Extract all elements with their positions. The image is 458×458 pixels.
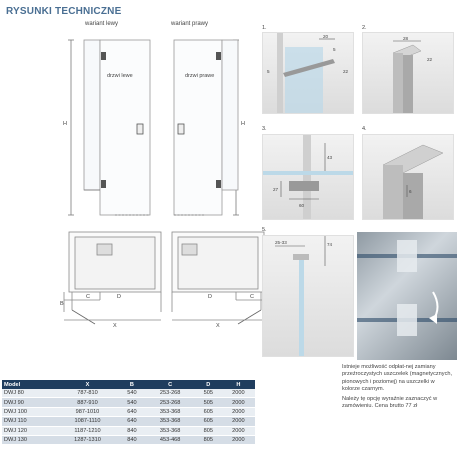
table-row xyxy=(2,435,255,444)
detail-3-a: 43 xyxy=(327,155,333,160)
detail-5 xyxy=(262,235,354,357)
cell-b: 640 xyxy=(119,417,146,426)
cell-b: 840 xyxy=(119,426,146,435)
header-x: X xyxy=(56,380,118,389)
cell-h: 2000 xyxy=(222,398,255,407)
detail-4-number: 4. xyxy=(362,126,367,132)
cell-model: DWJ 100 xyxy=(2,407,56,416)
h-label-left: H xyxy=(63,121,67,127)
cell-h: 2000 xyxy=(222,426,255,435)
table-row xyxy=(2,389,255,398)
cell-c: 253-268 xyxy=(145,389,194,398)
cell-h: 2000 xyxy=(222,389,255,398)
cell-h: 2000 xyxy=(222,407,255,416)
cell-d: 805 xyxy=(195,435,222,444)
spec-table xyxy=(2,380,255,445)
detail-2-number: 2. xyxy=(362,25,367,31)
header-b: B xyxy=(119,380,146,389)
door-left-label: drzwi lewe xyxy=(107,73,133,79)
cell-d: 505 xyxy=(195,398,222,407)
cell-x: 1287-1310 xyxy=(56,435,118,444)
cell-h: 2000 xyxy=(222,435,255,444)
cell-x: 1187-1210 xyxy=(56,426,118,435)
detail-2-a: 28 xyxy=(403,36,409,41)
detail-3-c: 60 xyxy=(299,203,305,208)
detail-1 xyxy=(262,32,354,114)
table-row xyxy=(2,426,255,435)
gasket-note-p2: Należy tę opcję wyraźnie zaznaczyć w zamówieniu. Cena brutto 77 zł xyxy=(342,396,438,410)
cell-model: DWJ 130 xyxy=(2,435,56,444)
cell-model: DWJ 80 xyxy=(2,389,56,398)
cell-model: DWJ 110 xyxy=(2,417,56,426)
cell-b: 540 xyxy=(119,398,146,407)
cell-x: 1087-1110 xyxy=(56,417,118,426)
cell-x: 987-1010 xyxy=(56,407,118,416)
detail-1-a: 20 xyxy=(323,34,329,39)
detail-5-number: 5. xyxy=(262,227,267,233)
detail-3-b: 27 xyxy=(273,187,279,192)
detail-4 xyxy=(362,134,454,220)
detail-1-number: 1. xyxy=(262,25,267,31)
gasket-photo xyxy=(357,232,457,360)
header-model: Model xyxy=(2,380,56,389)
detail-3 xyxy=(262,134,354,220)
variant-right-label: wariant prawy xyxy=(171,21,209,27)
gasket-note-p1: Istnieje możliwość odpłat-nej zamiany przeźroczystych uszczelek (magnetycznych, pionowych i poziomej) na uszczelki w kolorze czarnym. xyxy=(342,364,453,392)
detail-5-a: 25-33 xyxy=(275,240,287,245)
table-row xyxy=(2,398,255,407)
header-d: D xyxy=(195,380,222,389)
detail-2-b: 22 xyxy=(427,57,433,62)
detail-1-d: 5 xyxy=(333,47,336,52)
header-c: C xyxy=(145,380,194,389)
detail-3-number: 3. xyxy=(262,126,267,132)
detail-2 xyxy=(362,32,454,114)
d-label-left: D xyxy=(117,294,121,300)
detail-5-b: 74 xyxy=(327,242,333,247)
door-right-label: drzwi prawe xyxy=(185,73,215,79)
cell-model: DWJ 120 xyxy=(2,426,56,435)
d-label-right: D xyxy=(208,294,212,300)
cell-c: 353-368 xyxy=(145,426,194,435)
c-label-right: C xyxy=(250,294,254,300)
cell-c: 453-468 xyxy=(145,435,194,444)
cell-b: 840 xyxy=(119,435,146,444)
h-label-right: H xyxy=(241,121,245,127)
detail-1-c: 22 xyxy=(343,69,349,74)
cell-b: 540 xyxy=(119,389,146,398)
cell-c: 353-368 xyxy=(145,417,194,426)
b-label-left: B xyxy=(60,301,64,307)
detail-4-a: 6 xyxy=(409,189,412,194)
table-row xyxy=(2,417,255,426)
variant-left-label: wariant lewy xyxy=(85,21,119,27)
cell-b: 640 xyxy=(119,407,146,416)
cell-model: DWJ 90 xyxy=(2,398,56,407)
spec-table-header xyxy=(2,380,255,389)
cell-d: 805 xyxy=(195,426,222,435)
cell-d: 605 xyxy=(195,407,222,416)
cell-x: 887-910 xyxy=(56,398,118,407)
page-title: RYSUNKI TECHNICZNE xyxy=(6,6,122,17)
header-h: H xyxy=(222,380,255,389)
cell-c: 253-268 xyxy=(145,398,194,407)
x-label-right: X xyxy=(216,323,220,329)
gasket-note xyxy=(342,364,454,414)
cell-x: 787-810 xyxy=(56,389,118,398)
cell-h: 2000 xyxy=(222,417,255,426)
cell-d: 605 xyxy=(195,417,222,426)
c-label-left: C xyxy=(86,294,90,300)
cell-d: 505 xyxy=(195,389,222,398)
cell-c: 353-368 xyxy=(145,407,194,416)
table-row xyxy=(2,407,255,416)
detail-1-b: 5 xyxy=(267,69,270,74)
x-label-left: X xyxy=(113,323,117,329)
